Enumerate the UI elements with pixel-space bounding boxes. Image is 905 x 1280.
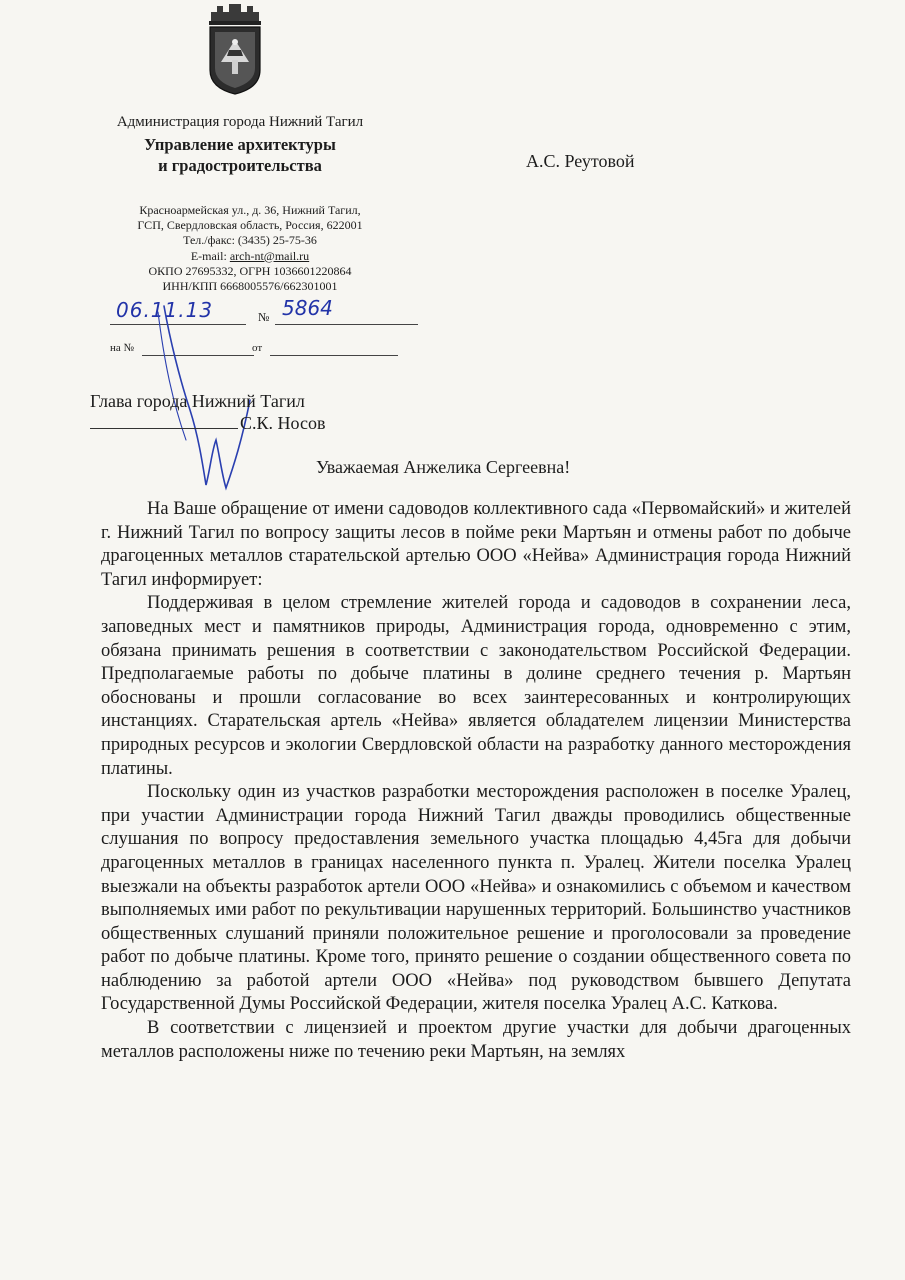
department-line-2: и градостроительства	[158, 156, 322, 175]
paragraph-1: На Ваше обращение от имени садоводов коллективного сада «Первомайский» и жителей г. Нижний Тагил по вопросу защиты лесов в пойме реки Мартьян и отмены работ по добыче драгоценных металлов старательской артелью ООО «Нейва» Администрация города Нижний Тагил информирует:	[101, 499, 851, 590]
number-label: №	[258, 310, 270, 324]
department-line-1: Управление архитектуры	[144, 135, 336, 154]
approval-title: Глава города Нижний Тагил	[90, 391, 305, 411]
number-underline	[275, 324, 418, 325]
reference-label: на №	[110, 342, 135, 354]
approval-name: С.К. Носов	[240, 413, 326, 433]
approval-signature-line	[90, 413, 370, 434]
phone-line: Тел./факс: (3435) 25-75-36	[183, 233, 317, 248]
email-link[interactable]: arch-nt@mail.ru	[229, 248, 310, 263]
reference-date-underline	[270, 355, 398, 356]
okpo-line: ОКПО 27695332, ОГРН 1036601220864	[148, 263, 352, 278]
paragraph-3: Поскольку один из участков разработки месторождения расположен в поселке Уралец, при участии Администрации города Нижний Тагил дважды проводились общественные слушания по вопросу предоставления земельного участка площадью 4,45га для добычи драгоценных металлов в границах населенного пункта п. Уралец. Жители поселка Уралец выезжали на объекты разработок артели ООО «Нейва» и ознакомились с объемом и качеством выполняемых ими работ по рекультивации нарушенных территорий. Большинство участников общественных слушаний приняли положительное решение и проголосовали за проведение работ по добыче платины. Кроме того, принято решение о создании общественного совета по наблюдению за работой артели ООО «Нейва» под руководством бывшего Депутата Государственной Думы Российской Федерации, жителя поселка Уралец А.С. Каткова.	[101, 782, 851, 1015]
letter-body	[101, 498, 851, 1064]
salutation: Уважаемая Анжелика Сергеевна!	[316, 457, 571, 477]
email-line	[95, 249, 405, 264]
organization-name: Администрация города Нижний Тагил	[116, 114, 364, 130]
signature-underline	[90, 428, 238, 429]
email-label: E-mail:	[190, 248, 230, 263]
paragraph-2: Поддерживая в целом стремление жителей города и садоводов в сохранении леса, заповедных мест и памятников природы, Администрация города, одновременно с этим, обязана принимать решения в соответствии с законодательством Российской Федерации. Предполагаемые работы по добыче платины в долине среднего течения р. Мартьян обоснованы и прошли согласование во всех заинтересованных и контролирующих инстанциях. Старательская артель «Нейва» является обладателем лицензии Министерства природных ресурсов и экологии Свердловской области на разработку данного месторождения платины.	[101, 593, 851, 779]
department-name	[70, 134, 410, 176]
registration-number: 5864	[282, 296, 333, 320]
inn-line: ИНН/КПП 6668005576/662301001	[162, 279, 338, 294]
address-block	[95, 203, 405, 294]
address-line-2: ГСП, Свердловская область, Россия, 622001	[137, 218, 363, 233]
coat-of-arms-icon	[205, 2, 265, 96]
reference-from-label: от	[252, 342, 263, 354]
registration-date: 06.11.13	[116, 298, 214, 322]
address-line-1: Красноармейская ул., д. 36, Нижний Тагил,	[139, 203, 361, 217]
paragraph-4: В соответствии с лицензией и проектом другие участки для добычи драгоценных металлов расположены ниже по течению реки Мартьян, на землях	[101, 1018, 851, 1062]
recipient: А.С. Реутовой	[526, 151, 635, 171]
